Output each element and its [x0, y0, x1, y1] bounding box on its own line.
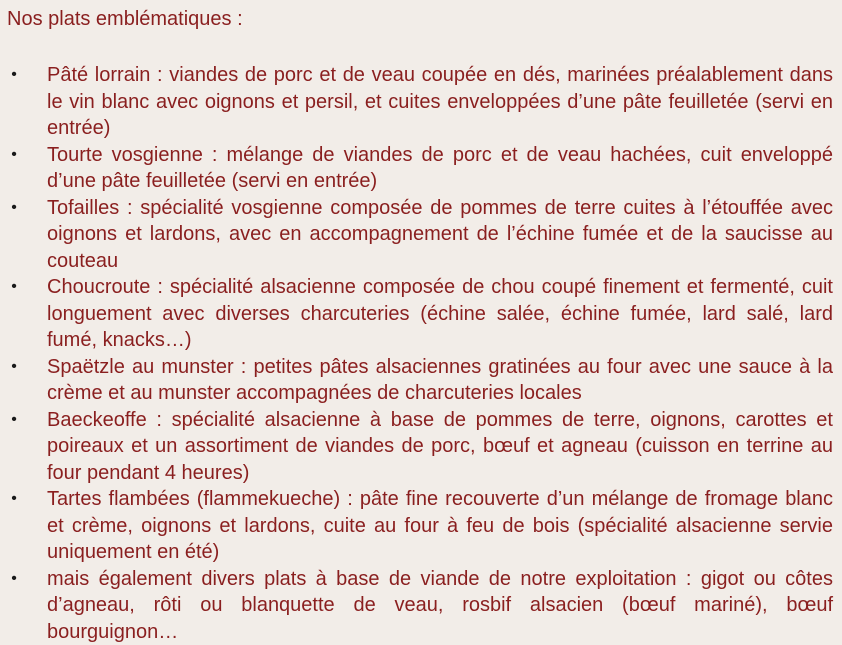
- bullet-icon: •: [7, 195, 21, 222]
- list-item: [7, 274, 833, 354]
- list-item: [7, 354, 833, 407]
- dish-description: Choucroute : spécialité alsacienne composée de chou coupé finement et fermenté, cuit longuement avec diverses charcuteries (échine salée, échine fumée, lard salé, lard fumé, knacks…): [47, 274, 833, 354]
- bullet-icon: •: [7, 142, 21, 169]
- dish-description: Tofailles : spécialité vosgienne composée de pommes de terre cuites à l’étouffée avec oignons et lardons, avec en accompagnement de l’échine fumée et de la saucisse au couteau: [47, 195, 833, 275]
- bullet-icon: •: [7, 274, 21, 301]
- dish-description: mais également divers plats à base de viande de notre exploitation : gigot ou côtes d’agneau, rôti ou blanquette de veau, rosbif alsacien (bœuf mariné), bœuf bourguignon…: [47, 566, 833, 645]
- dish-description: Baeckeoffe : spécialité alsacienne à base de pommes de terre, oignons, carottes et poireaux et un assortiment de viandes de porc, bœuf et agneau (cuisson en terrine au four pendant 4 heures): [47, 407, 833, 487]
- list-item: [7, 486, 833, 566]
- bullet-icon: •: [7, 62, 21, 89]
- list-item: [7, 142, 833, 195]
- dish-description: Spaëtzle au munster : petites pâtes alsaciennes gratinées au four avec une sauce à la crème et au munster accompagnées de charcuteries locales: [47, 354, 833, 407]
- list-item: [7, 62, 833, 142]
- bullet-icon: •: [7, 354, 21, 381]
- page-heading: Nos plats emblématiques :: [7, 6, 833, 32]
- dish-description: Tartes flambées (flammekueche) : pâte fine recouverte d’un mélange de fromage blanc et crème, oignons et lardons, cuite au four à feu de bois (spécialité alsacienne servie uniquement en été): [47, 486, 833, 566]
- bullet-icon: •: [7, 486, 21, 513]
- bullet-icon: •: [7, 566, 21, 593]
- list-item: [7, 407, 833, 487]
- dish-description: Tourte vosgienne : mélange de viandes de porc et de veau hachées, cuit enveloppé d’une pâte feuilletée (servi en entrée): [47, 142, 833, 195]
- dish-list: [7, 62, 833, 645]
- list-item: [7, 566, 833, 645]
- bullet-icon: •: [7, 407, 21, 434]
- list-item: [7, 195, 833, 275]
- dish-description: Pâté lorrain : viandes de porc et de veau coupée en dés, marinées préalablement dans le vin blanc avec oignons et persil, et cuites enveloppées d’une pâte feuilletée (servi en entrée): [47, 62, 833, 142]
- spacer: [7, 32, 833, 62]
